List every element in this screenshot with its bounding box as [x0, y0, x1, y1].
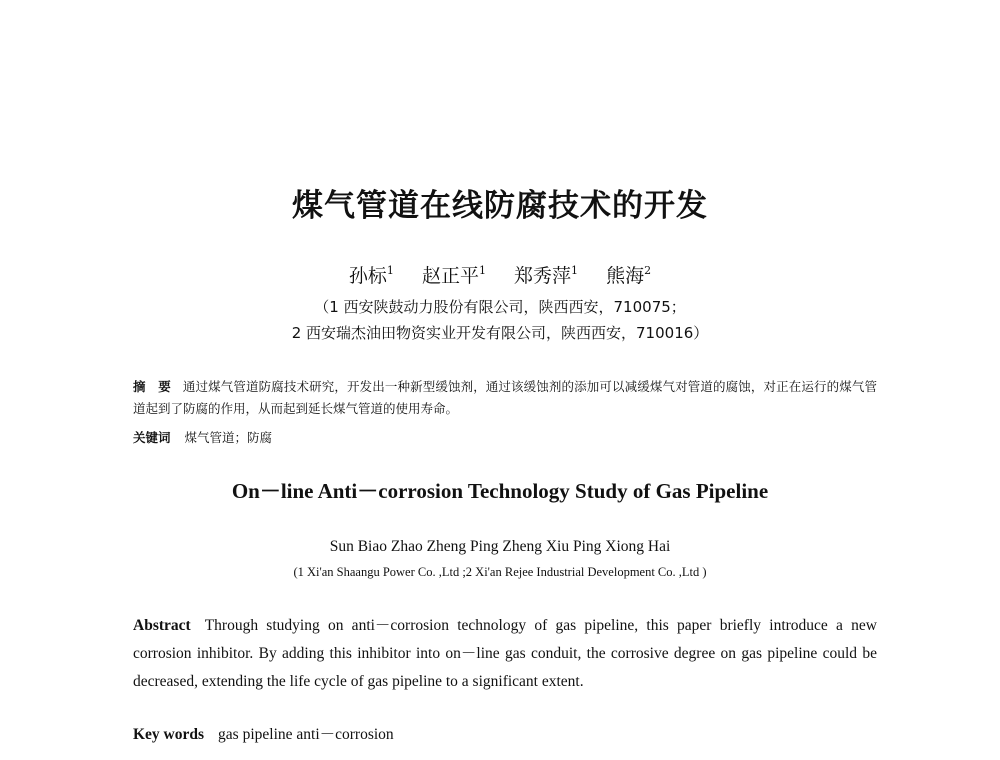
author-name: 郑秀萍: [514, 265, 572, 287]
english-keywords-label: Key words: [133, 726, 205, 743]
chinese-keywords-label: 关键词: [133, 430, 171, 445]
english-abstract-label: Abstract: [133, 617, 191, 634]
english-keywords-text: gas pipeline anti－corrosion: [218, 726, 394, 743]
chinese-abstract: [133, 376, 877, 420]
author: [349, 265, 394, 287]
author-name: 孙标: [348, 265, 387, 287]
chinese-abstract-label: 摘 要: [133, 379, 171, 394]
author: [606, 265, 651, 287]
chinese-title: 煤气管道在线防腐技术的开发: [292, 188, 708, 224]
english-affiliation: (1 Xi'an Shaangu Power Co. ,Ltd ;2 Xi'an Rejee Industrial Development Co. ,Ltd ): [293, 565, 707, 579]
english-authors: Sun Biao Zhao Zheng Ping Zheng Xiu Ping Xiong Hai: [329, 538, 671, 555]
chinese-author-list: [0, 261, 1000, 288]
author-affiliation-marker: 2: [644, 264, 652, 277]
chinese-affiliation-1: （1 西安陕鼓动力股份有限公司，陕西西安，710075；: [314, 298, 686, 316]
chinese-affiliation-2: 2 西安瑞杰油田物资实业开发有限公司，陕西西安，710016）: [291, 324, 709, 342]
english-keywords: [133, 722, 394, 744]
author-name: 赵正平: [421, 265, 479, 287]
english-abstract-text: Through studying on anti－corrosion technology of gas pipeline, this paper briefly introduce a new corrosion inhibitor. By adding this inhibitor into on－line gas conduit, the corrosive degree on gas pipeline could be decreased, extending the life cycle of gas pipeline to a significant extent.: [133, 617, 877, 690]
author-affiliation-marker: 1: [571, 264, 579, 277]
english-abstract: [133, 612, 877, 696]
author-affiliation-marker: 1: [386, 264, 394, 277]
chinese-keywords-text: 煤气管道；防腐: [184, 430, 273, 445]
english-title: On－line Anti－corrosion Technology Study of Gas Pipeline: [231, 479, 769, 503]
chinese-abstract-text: 通过煤气管道防腐技术研究，开发出一种新型缓蚀剂，通过该缓蚀剂的添加可以减缓煤气对管道的腐蚀，对正在运行的煤气管道起到了防腐的作用，从而起到延长煤气管道的使用寿命。: [133, 379, 877, 416]
author-name: 熊海: [606, 265, 645, 287]
author: [514, 265, 578, 287]
author-affiliation-marker: 1: [478, 264, 486, 277]
chinese-keywords: [133, 428, 272, 446]
author: [422, 265, 486, 287]
